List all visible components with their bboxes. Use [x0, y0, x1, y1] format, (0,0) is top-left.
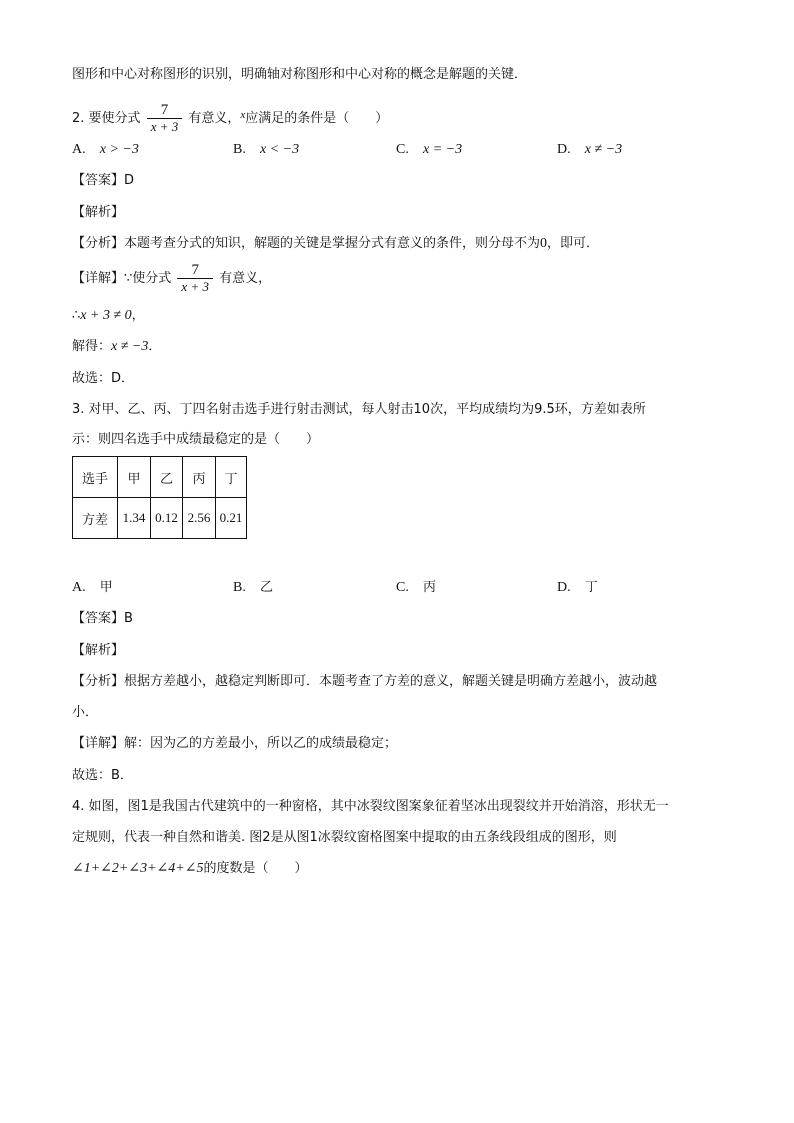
- question-2-stem: [72, 102, 388, 135]
- q3-option-c: [396, 579, 436, 597]
- q2-xiangjie-denominator: x + 3: [177, 278, 213, 295]
- q2-solve-line: [72, 338, 161, 356]
- q4-line-3-end: 的度数是（ ）: [203, 861, 308, 876]
- table-cell: 丙: [183, 457, 216, 498]
- q2-fenxi-text: 【分析】本题考查分式的知识，解题的关键是掌握分式有意义的条件，则分母不为: [72, 236, 541, 251]
- option-letter: C.: [396, 580, 409, 595]
- q2-variable: x: [240, 109, 246, 121]
- q2-analysis-tag: 【解析】: [72, 205, 125, 220]
- option-math: x = −3: [422, 142, 463, 157]
- q3-stem-line-2: 示：则四名选手中成绩最稳定的是（ ）: [72, 432, 320, 447]
- intro-line: 图形和中心对称图形的识别，明确轴对称图形和中心对称的概念是解题的关键．: [72, 67, 528, 82]
- table-cell: 1.34: [118, 498, 151, 539]
- q2-fenxi: [72, 235, 599, 253]
- table-row: [73, 498, 247, 539]
- option-letter: C.: [396, 142, 409, 157]
- q2-option-c: [396, 141, 462, 159]
- table-cell: 乙: [151, 457, 183, 498]
- option-math: x > −3: [99, 142, 139, 157]
- q3-option-d: [557, 579, 598, 597]
- q2-solve-end: ．: [148, 339, 162, 354]
- q3-stem-line-1: 3. 对甲、乙、丙、丁四名射击选手进行射击测试，每人射击10次，平均成绩均为9.5环，方差如表所: [72, 402, 646, 417]
- table-cell: 2.56: [183, 498, 216, 539]
- option-text: 丁: [584, 580, 598, 595]
- q2-xiangjie: [72, 262, 271, 295]
- table-cell: 甲: [118, 457, 151, 498]
- q2-fenxi-end: ，即可．: [547, 236, 600, 251]
- q2-option-d: [557, 141, 622, 159]
- option-math: x ≠ −3: [584, 142, 623, 157]
- q3-answer: 【答案】B: [72, 611, 133, 626]
- q2-prefix: 2. 要使分式: [72, 111, 141, 126]
- q2-xiangjie-fraction: [177, 262, 213, 295]
- q2-therefore-math: x + 3 ≠ 0: [80, 308, 132, 323]
- table-cell: 方差: [73, 498, 118, 539]
- option-letter: B.: [233, 142, 246, 157]
- table-cell: 0.12: [151, 498, 183, 539]
- option-letter: D.: [557, 142, 571, 157]
- option-math: x < −3: [259, 142, 300, 157]
- q2-option-b: [233, 141, 299, 159]
- option-letter: A.: [72, 142, 86, 157]
- q2-therefore-end: ，: [131, 308, 145, 323]
- option-text: 乙: [259, 580, 273, 595]
- q3-choose: 故选：B．: [72, 768, 133, 783]
- table-cell: 0.21: [216, 498, 247, 539]
- q2-xiangjie-post: 有意义，: [219, 271, 272, 286]
- q3-fenxi-line-2: 小．: [72, 705, 99, 720]
- table-row: [73, 457, 247, 498]
- therefore-symbol: ∴: [72, 308, 81, 323]
- option-letter: D.: [557, 580, 571, 595]
- q2-therefore-line: [72, 307, 145, 325]
- q4-angle-sum: ∠1+∠2+∠3+∠4+∠5: [72, 861, 204, 876]
- q4-stem-line-3: [72, 860, 307, 878]
- q2-option-a: [72, 141, 139, 159]
- q2-suffix-b: 应满足的条件是（ ）: [245, 111, 389, 126]
- q3-option-a: [72, 579, 113, 597]
- table-cell: 选手: [73, 457, 118, 498]
- option-text: 甲: [99, 580, 113, 595]
- table-cell: 丁: [216, 457, 247, 498]
- q2-fraction-numerator: 7: [160, 102, 169, 118]
- q2-fenxi-zero: 0: [540, 236, 548, 251]
- q2-suffix-a: 有意义，: [188, 111, 241, 126]
- q3-fenxi-line-1: 【分析】根据方差越小，越稳定判断即可．本题考查了方差的意义，解题关键是明确方差越小，波动越: [72, 674, 658, 689]
- option-letter: B.: [233, 580, 246, 595]
- q3-option-b: [233, 579, 273, 597]
- q3-analysis-tag: 【解析】: [72, 643, 125, 658]
- q3-xiangjie: 【详解】解：因为乙的方差最小，所以乙的成绩最稳定；: [72, 736, 398, 751]
- option-text: 丙: [422, 580, 436, 595]
- q2-answer: 【答案】D: [72, 173, 135, 188]
- q4-stem-line-1: 4. 如图，图1是我国古代建筑中的一种窗格，其中冰裂纹图案象征着坚冰出现裂纹并开始消溶，形状无一: [72, 799, 669, 814]
- q2-xiangjie-pre: 【详解】∵使分式: [72, 271, 172, 286]
- q2-solve-pre: 解得：: [72, 339, 112, 354]
- q2-fraction: [147, 102, 183, 135]
- q4-stem-line-2: 定规则，代表一种自然和谐美. 图2是从图1冰裂纹窗格图案中提取的由五条线段组成的图形，则: [72, 830, 617, 845]
- variance-table: [72, 456, 247, 539]
- q2-xiangjie-numerator: 7: [191, 262, 199, 278]
- option-letter: A.: [72, 580, 86, 595]
- q2-choose: 故选：D．: [72, 371, 135, 386]
- q2-solve-math: x ≠ −3: [111, 339, 149, 354]
- q2-fraction-denominator: x + 3: [147, 118, 183, 135]
